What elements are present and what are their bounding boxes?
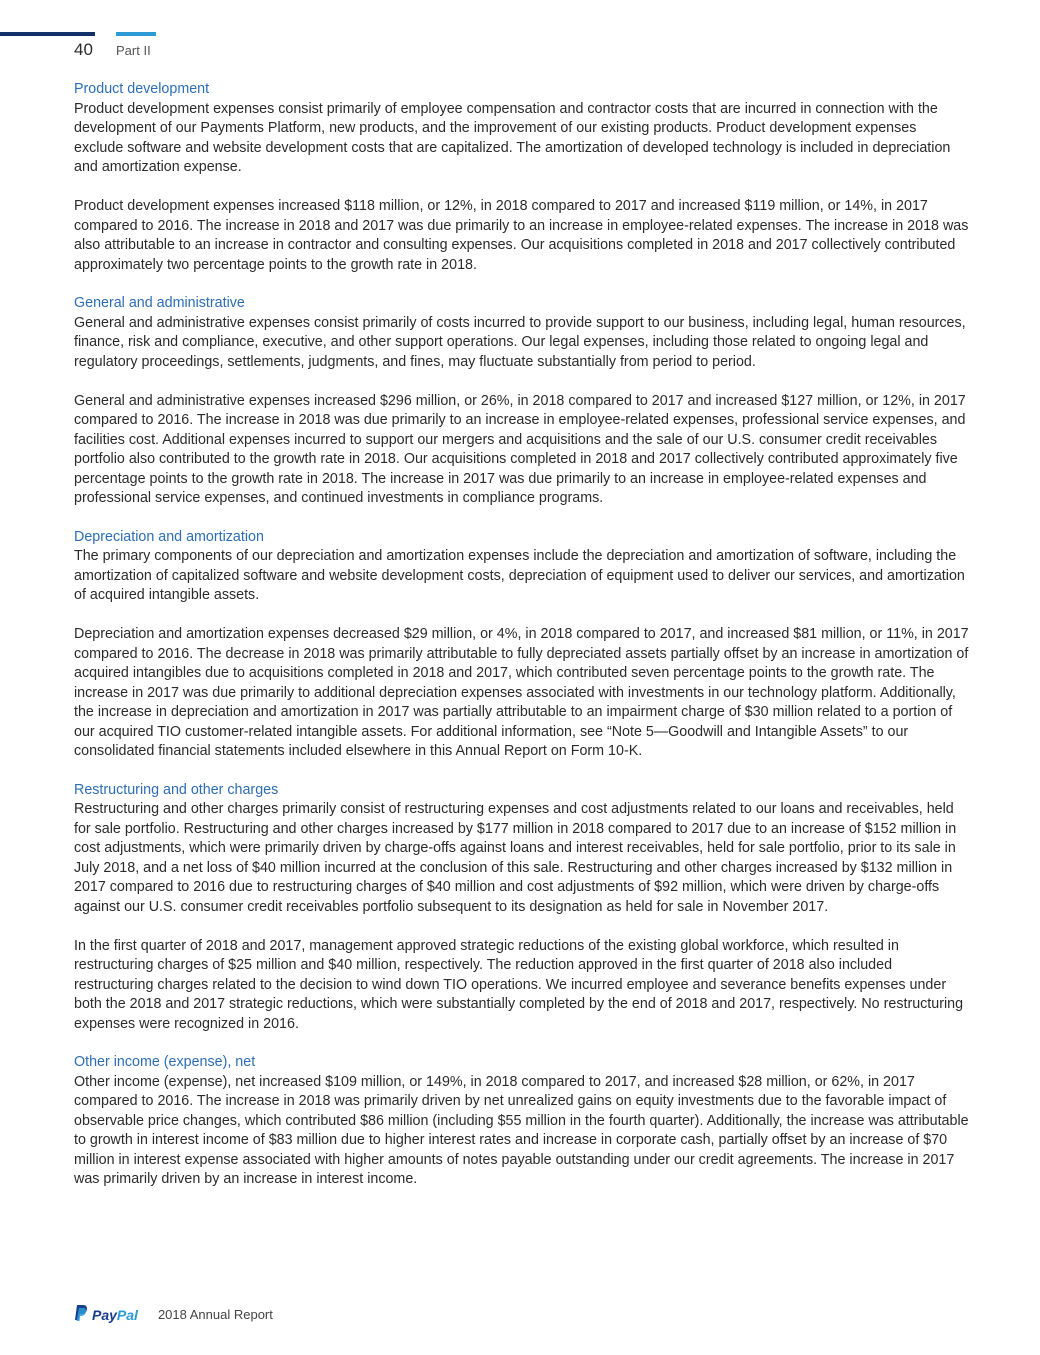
- paragraph: In the first quarter of 2018 and 2017, management approved strategic reductions of the existing global workforce, which resulted in restructuring charges of $25 million and $40 million, respectively. The reduction approved in the first quarter of 2018 also included restructuring charges related to the decision to wind down TIO operations. We incurred employee and severance benefits expenses under both the 2018 and 2017 strategic reductions, which were substantially completed by the end of 2018 and 2017, respectively. No restructuring expenses were recognized in 2016.: [74, 937, 964, 1032]
- paragraph: The primary components of our depreciation and amortization expenses include the depreciation and amortization of software, including the amortization of capitalized software and website development costs, depreciation of equipment used to deliver our services, and amortization of acquired intangible assets.: [74, 548, 965, 603]
- section-other-income: [74, 1053, 969, 1190]
- paragraph: General and administrative expenses increased $296 million, or 26%, in 2018 compared to 2017 and increased $127 million, or 12%, in 2017 compared to 2016. The increase in 2018 was due primarily to an increase in employee-related expenses, professional service expenses, and facilities cost. Additional expenses incurred to support our mergers and acquisitions and the sale of our U.S. consumer credit receivables portfolio also contributed to the growth rate in 2018. Our acquisitions completed in 2018 and 2017 collectively contributed approximately five percentage points to the growth rate in 2018. The increase in 2017 was due primarily to an increase in employee-related expenses and professional service expenses, and continued investments in compliance programs.: [74, 392, 966, 506]
- wordmark-pay: Pay: [92, 1306, 117, 1323]
- section-heading: General and administrative: [74, 295, 245, 311]
- paragraph: General and administrative expenses consist primarily of costs incurred to provide support to our business, including legal, human resources, finance, risk and compliance, executive, and other support operations. Our legal expenses, including those related to ongoing legal and regulatory proceedings, settlements, judgments, and fines, may fluctuate substantially from period to period.: [74, 314, 966, 370]
- main-content: [74, 80, 969, 1190]
- paragraph: Product development expenses increased $118 million, or 12%, in 2018 compared to 2017 and increased $119 million, or 14%, in 2017 compared to 2016. The increase in 2018 and 2017 was due primarily to an increase in employee-related expenses. The increase in 2018 was also attributable to an increase in contractor and consulting expenses. Our acquisitions completed in 2018 and 2017 collectively contributed approximately two percentage points to the growth rate in 2018.: [74, 198, 969, 273]
- paypal-p-icon: [74, 1305, 88, 1324]
- part-label: Part II: [116, 43, 151, 58]
- header-accent-bar-light: [116, 32, 156, 36]
- section-heading: Depreciation and amortization: [74, 528, 264, 545]
- section-heading: Product development: [74, 81, 210, 97]
- paragraph: Product development expenses consist primarily of employee compensation and contractor costs that are incurred in connection with the development of our Payments Platform, new products, and the improvement of our existing products. Product development expenses exclude software and website development costs that are capitalized. The amortization of developed technology is included in depreciation and amortization expense.: [74, 100, 951, 175]
- page-number: 40: [74, 40, 93, 59]
- paragraph: Restructuring and other charges primarily consist of restructuring expenses and cost adjustments related to our loans and receivables, held for sale portfolio. Restructuring and other charges increased by $177 million in 2018 compared to 2017 due to an increase of $152 million in cost adjustments, which were primarily driven by charge-offs against loans and interest receivables, held for sale portfolio, prior to its sale in July 2018, and a net loss of $40 million incurred at the conclusion of this sale. Restructuring and other charges increased by $132 million in 2017 compared to 2016 due to restructuring charges of $40 million and cost adjustments of $92 million, which were driven by charge-offs against our U.S. consumer credit receivables portfolio subsequent to its designation as held for sale in November 2017.: [74, 801, 957, 915]
- section-general-administrative: [74, 294, 969, 509]
- section-heading: Restructuring and other charges: [74, 781, 279, 798]
- header-accent-bar-dark: [0, 32, 95, 36]
- section-restructuring: [74, 781, 969, 1035]
- footer-label: 2018 Annual Report: [157, 1307, 273, 1322]
- paragraph: Depreciation and amortization expenses decreased $29 million, or 4%, in 2018 compared to 2017, and increased $81 million, or 11%, in 2017 compared to 2016. The decrease in 2018 was primarily attributable to fully depreciated assets partially offset by an increase in amortization of acquired intangibles due to acquisitions completed in 2018 and 2017, which contributed seven percentage points to the growth rate. The increase in 2017 was due primarily to additional depreciation expenses associated with investments in our technology platform. Additionally, the increase in depreciation and amortization in 2017 was partially attributable to an impairment charge of $30 million related to a portion of our acquired TIO customer-related intangible assets. For additional information, see “Note 5—Goodwill and Intangible Assets” to our consolidated financial statements included elsewhere in this Annual Report on Form 10-K.: [74, 626, 969, 759]
- paypal-wordmark: [92, 1307, 138, 1323]
- paypal-logo: [74, 1305, 138, 1324]
- footer: [74, 1305, 273, 1324]
- section-heading: Other income (expense), net: [74, 1054, 256, 1070]
- wordmark-pal: Pal: [116, 1306, 138, 1323]
- section-depreciation-amortization: [74, 528, 969, 762]
- section-product-development: [74, 80, 969, 275]
- paragraph: Other income (expense), net increased $109 million, or 149%, in 2018 compared to 2017, and increased $28 million, or 62%, in 2017 compared to 2016. The increase in 2018 was primarily driven by net unrealized gains on equity investments due to the favorable impact of observable price changes, which contributed $86 million (including $55 million in the fourth quarter). Additionally, the increase was attributable to growth in interest income of $83 million due to higher interest rates and increase in corporate cash, partially offset by an increase of $70 million in interest expense associated with higher amounts of notes payable outstanding under our credit agreements. The increase in 2017 was primarily driven by an increase in interest income.: [74, 1073, 969, 1187]
